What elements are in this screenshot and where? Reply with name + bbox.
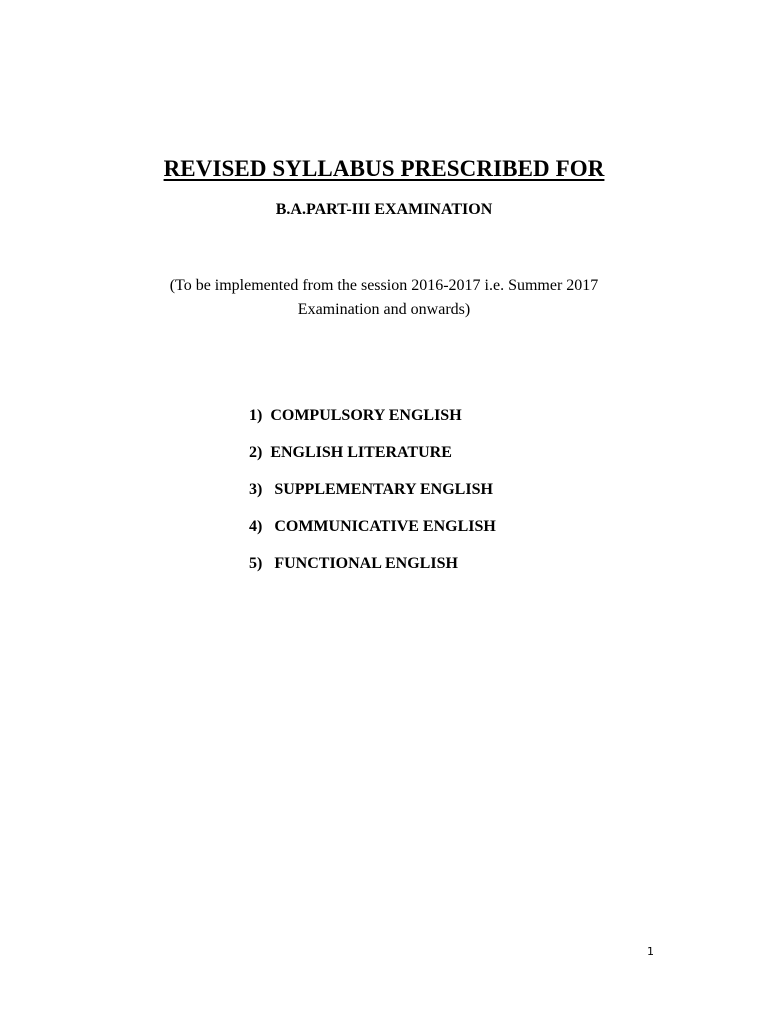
subject-list <box>249 407 496 592</box>
implementation-note-line-2: Examination and onwards) <box>297 301 471 318</box>
subject-item-compulsory-english: 1) COMPULSORY ENGLISH <box>249 407 462 424</box>
implementation-note-line-1: (To be implemented from the session 2016-2017 i.e. Summer 2017 <box>169 277 599 294</box>
page-number: 1 <box>647 945 654 958</box>
subject-item-english-literature: 2) ENGLISH LITERATURE <box>249 444 452 461</box>
exam-subtitle: B.A.PART-III EXAMINATION <box>275 201 493 218</box>
subject-item-communicative-english: 4) COMMUNICATIVE ENGLISH <box>249 518 496 535</box>
implementation-note <box>0 274 768 322</box>
subject-item-supplementary-english: 3) SUPPLEMENTARY ENGLISH <box>249 481 493 498</box>
subject-item-functional-english: 5) FUNCTIONAL ENGLISH <box>249 555 458 572</box>
page-title: REVISED SYLLABUS PRESCRIBED FOR <box>163 156 605 181</box>
